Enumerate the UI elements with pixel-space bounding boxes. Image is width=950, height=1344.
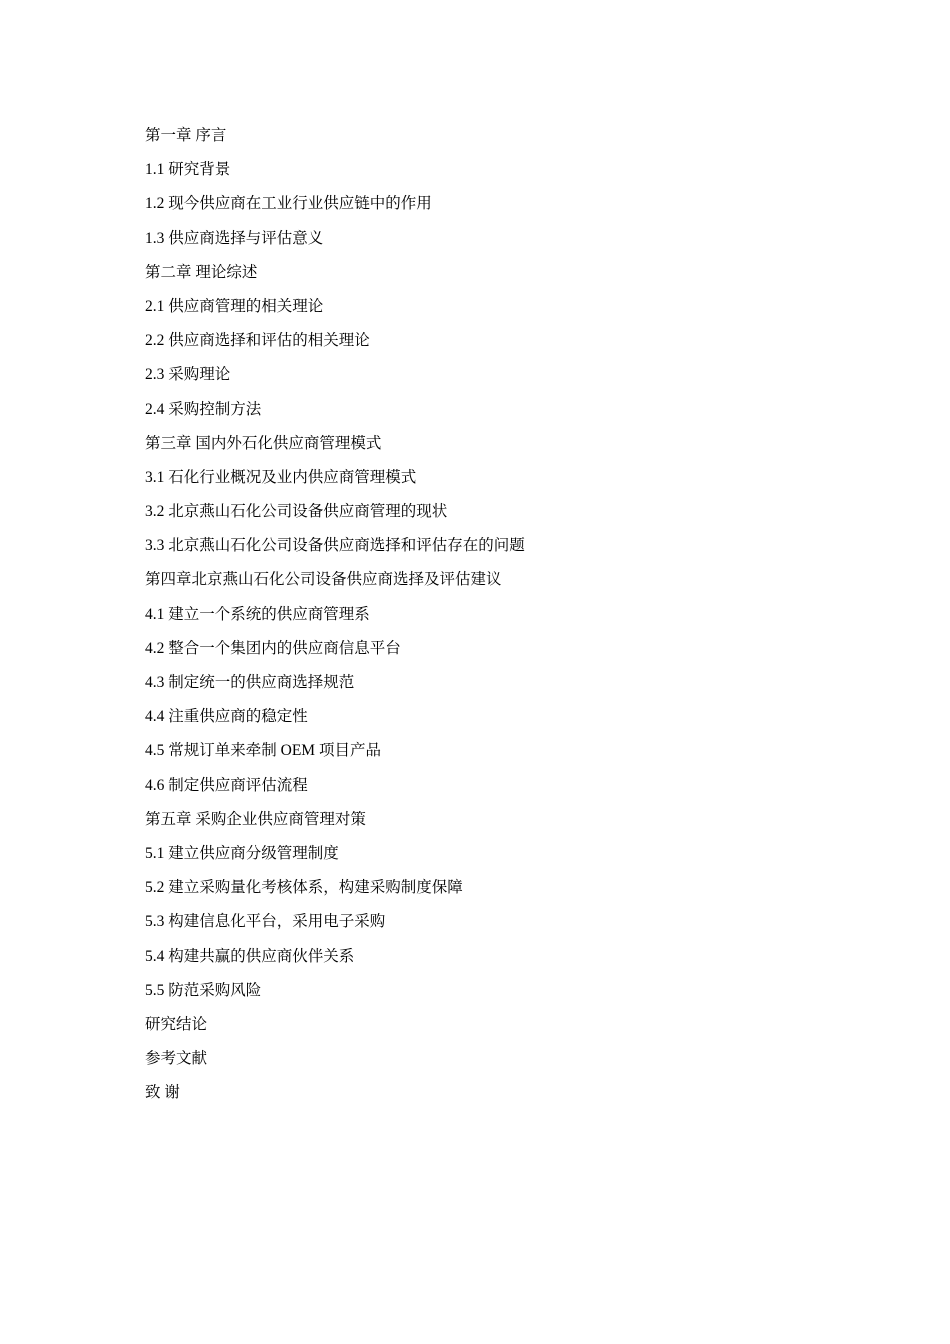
table-of-contents <box>145 124 525 1115</box>
toc-section-4-5: 4.5 常规订单来牵制 OEM 项目产品 <box>145 742 381 760</box>
toc-section-2-1: 2.1 供应商管理的相关理论 <box>145 297 324 315</box>
toc-chapter-4: 第四章北京燕山石化公司设备供应商选择及评估建议 <box>145 571 502 589</box>
toc-section-5-3: 5.3 构建信息化平台，采用电子采购 <box>145 913 386 931</box>
toc-section-1-2: 1.2 现今供应商在工业行业供应链中的作用 <box>145 195 432 213</box>
toc-chapter-1: 第一章 序言 <box>145 127 227 144</box>
toc-chapter-5: 第五章 采购企业供应商管理对策 <box>145 810 366 828</box>
toc-section-5-5: 5.5 防范采购风险 <box>145 981 262 999</box>
toc-section-2-4: 2.4 采购控制方法 <box>145 400 262 418</box>
toc-references: 参考文献 <box>145 1050 208 1068</box>
toc-section-2-3: 2.3 采购理论 <box>145 366 231 384</box>
toc-section-3-1: 3.1 石化行业概况及业内供应商管理模式 <box>145 468 417 486</box>
toc-chapter-3: 第三章 国内外石化供应商管理模式 <box>145 434 382 452</box>
toc-conclusion: 研究结论 <box>145 1015 208 1033</box>
toc-section-4-6: 4.6 制定供应商评估流程 <box>145 776 308 794</box>
toc-section-5-4: 5.4 构建共赢的供应商伙伴关系 <box>145 947 355 965</box>
toc-section-1-3: 1.3 供应商选择与评估意义 <box>145 229 324 247</box>
toc-acknowledgements: 致 谢 <box>145 1084 180 1102</box>
toc-section-4-1: 4.1 建立一个系统的供应商管理系 <box>145 605 370 623</box>
toc-chapter-2: 第二章 理论综述 <box>145 263 258 281</box>
toc-section-3-2: 3.2 北京燕山石化公司设备供应商管理的现状 <box>145 503 448 521</box>
toc-section-4-2: 4.2 整合一个集团内的供应商信息平台 <box>145 639 401 657</box>
toc-section-5-1: 5.1 建立供应商分级管理制度 <box>145 844 339 862</box>
toc-section-5-2: 5.2 建立采购量化考核体系，构建采购制度保障 <box>145 879 463 897</box>
toc-section-4-3: 4.3 制定统一的供应商选择规范 <box>145 674 355 691</box>
toc-section-3-3: 3.3 北京燕山石化公司设备供应商选择和评估存在的问题 <box>145 537 525 555</box>
toc-section-1-1: 1.1 研究背景 <box>145 161 231 179</box>
toc-section-4-4: 4.4 注重供应商的稳定性 <box>145 708 308 726</box>
toc-section-2-2: 2.2 供应商选择和评估的相关理论 <box>145 332 370 350</box>
